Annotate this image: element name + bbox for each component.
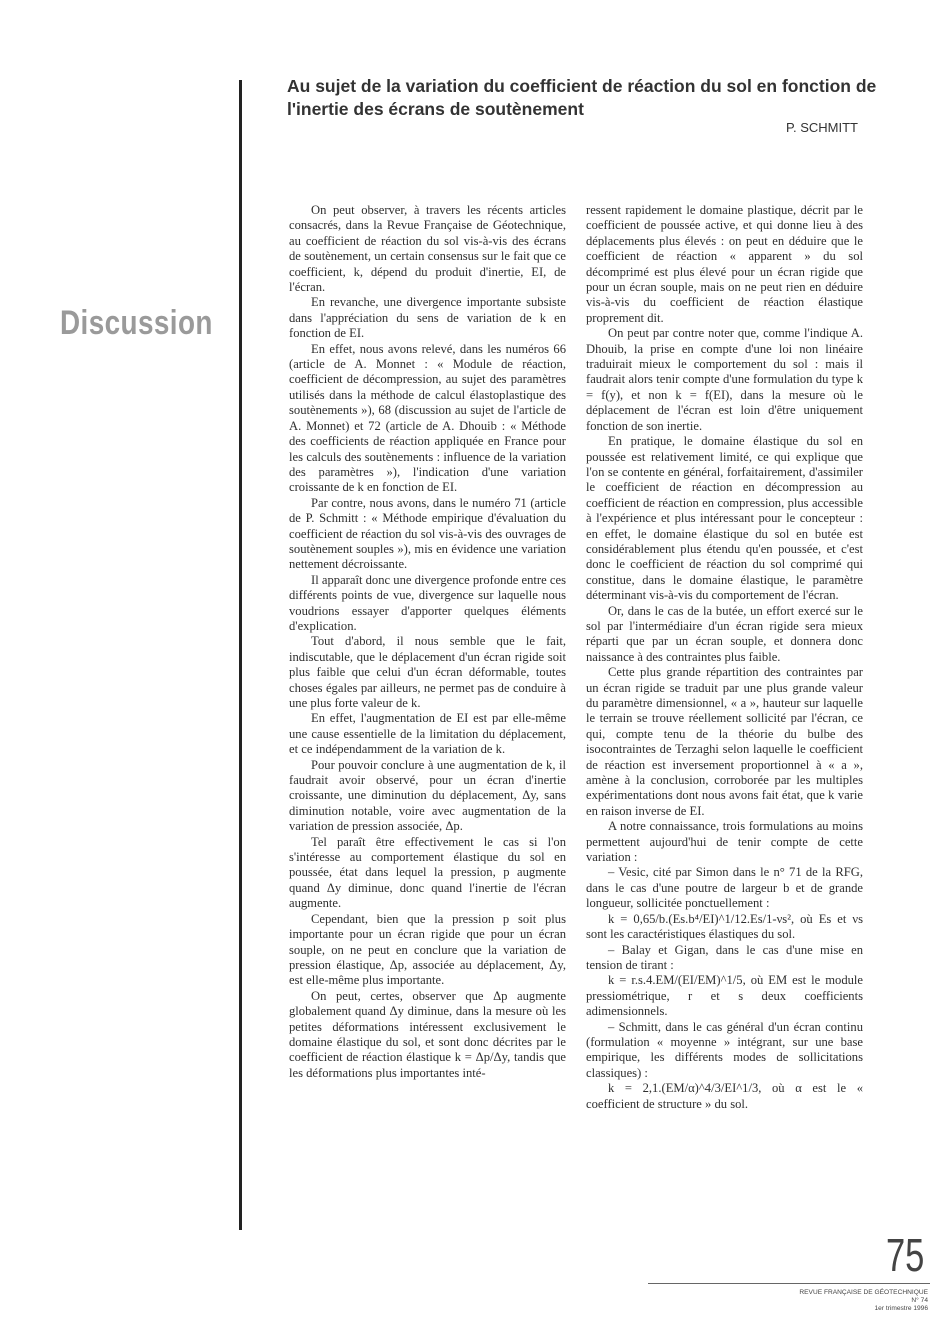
journal-period: 1er trimestre 1996 bbox=[874, 1305, 928, 1312]
paragraph: – Balay et Gigan, dans le cas d'une mise en tension de tirant : bbox=[586, 942, 863, 972]
formula: k = r.s.4.EM/(EI/EM)^1/5, où EM est le module pressiométrique, r et s deux coefficients adimensionnels. bbox=[586, 973, 863, 1019]
page-number: 75 bbox=[886, 1229, 925, 1281]
paragraph: En pratique, le domaine élastique du sol en poussée est relativement limité, ce qui explique que l'on se contente en général, forfaitairement, d'assimiler le coefficient de réaction en décompression au coefficient de réaction en compression, plus accessible à l'expérience et plus intéressant pour le concepteur : en effet, le domaine élastique du sol en butée est considérablement plus étendu qu'en poussée, et c'est donc le coefficient de réaction du sol comprimé qui constitue, dans le domaine élastique, le paramètre déterminant vis-à-vis du comportement de l'écran. bbox=[586, 434, 863, 603]
article-title: Au sujet de la variation du coefficient de réaction du sol en fonction de l'inertie des écrans de soutènement bbox=[287, 76, 877, 119]
paragraph: Par contre, nous avons, dans le numéro 71 (article de P. Schmitt : « Méthode empirique d'évaluation du coefficient de réaction du sol vis-à-vis des ouvrages de soutènement souples »), mis en évidence une variation nettement décroissante. bbox=[289, 495, 566, 572]
article-author: P. SCHMITT bbox=[786, 120, 858, 135]
paragraph: Cependant, bien que la pression p soit plus importante pour un écran rigide que pour un écran souple, on ne peut en conclure que la variation de pression élastique, Δp, associée au déplacement, Δy, est elle-même plus importante. bbox=[289, 911, 566, 988]
journal-name: REVUE FRANÇAISE DE GÉOTECHNIQUE bbox=[799, 1289, 928, 1296]
paragraph: En effet, l'augmentation de EI est par elle-même une cause essentielle de la limitation du déplacement, et ce indépendamment de la variation de k. bbox=[289, 711, 566, 757]
paragraph: Cette plus grande répartition des contraintes par un écran rigide se traduit par une plus grande valeur du paramètre dimensionnel, « a », hauteur sur laquelle le terrain se trouve réellement sollicité par l'écran, ce qui, compte tenu de la théorie du bulbe des isocontraintes de Terzaghi selon laquelle le coefficient de réaction est inversement proportionnel à « a », amène à la conclusion, corroborée par les multiples expérimentations dont nous avons fait état, que k varie en raison inverse de EI. bbox=[586, 665, 863, 818]
paragraph: A notre connaissance, trois formulations au moins permettent aujourd'hui de tenir compte de cette variation : bbox=[586, 819, 863, 865]
journal-footer bbox=[799, 1289, 928, 1313]
footer-rule bbox=[648, 1283, 930, 1284]
section-heading: Discussion bbox=[60, 304, 213, 342]
vertical-rule bbox=[239, 80, 242, 1230]
paragraph: On peut, certes, observer que Δp augmente globalement quand Δy diminue, dans la mesure où les petites déformations intéressent exclusivement le domaine élastique du sol, et sont donc décrites par le coefficient de réaction élastique k = Δp/Δy, tandis que les déformations plus importantes inté- bbox=[289, 988, 566, 1080]
paragraph: – Vesic, cité par Simon dans le n° 71 de la RFG, dans le cas d'une poutre de largeur b et de grande longueur, sollicitée ponctuellement : bbox=[586, 865, 863, 911]
body-column-left bbox=[289, 203, 566, 1253]
paragraph: Tel paraît être effectivement le cas si l'on s'intéresse au comportement élastique du sol en poussée, état dans lequel la pression, p augmente quand Δy diminue, donc quand l'inertie de l'écran augmente. bbox=[289, 834, 566, 911]
paragraph: En effet, nous avons relevé, dans les numéros 66 (article de A. Monnet : « Module de réaction, coefficient de décompression, au sujet des paramètres utilisés dans la méthode de calcul élastoplastique des soutènements »), 68 (discussion au sujet de l'article de A. Monnet) et 72 (article de A. Dhouib : « Méthode des coefficients de réaction appliquée en France pour les calculs des soutènements : influence de la variation des paramètres »), l'indication d'une variation croissante de k en fonction de EI. bbox=[289, 341, 566, 495]
paragraph: On peut par contre noter que, comme l'indique A. Dhouib, la prise en compte d'une loi non linéaire traduirait mieux le comportement du sol : mais il faudrait alors tenir compte d'une formulation du type k = f(y), et non k = f(EI), dans la mesure où le déplacement de l'écran est loin d'être uniquement fonction de son inertie. bbox=[586, 326, 863, 433]
paragraph: Il apparaît donc une divergence profonde entre ces différents points de vue, divergence sur laquelle nous voudrions essayer d'apporter quelques éléments d'explication. bbox=[289, 572, 566, 633]
paragraph: Pour pouvoir conclure à une augmentation de k, il faudrait avoir observé, pour un écran d'inertie croissante, une diminution du déplacement, Δy, sans diminution notable, voire avec augmentation de la variation de pression associée, Δp. bbox=[289, 757, 566, 834]
paragraph: Or, dans le cas de la butée, un effort exercé sur le sol par l'intermédiaire d'un écran rigide sera mieux réparti que par un écran souple, et donnera donc naissance à des contraintes plus faible. bbox=[586, 603, 863, 664]
paragraph: Tout d'abord, il nous semble que le fait, indiscutable, que le déplacement d'un écran rigide soit plus faible que celui d'un écran déformable, toutes choses égales par ailleurs, ne permet pas de conduire à une plus forte valeur de k. bbox=[289, 634, 566, 710]
body-column-right bbox=[586, 203, 863, 1253]
paragraph: On peut observer, à travers les récents articles consacrés, dans la Revue Française de Géotechnique, au coefficient de réaction du sol vis-à-vis des écrans de soutènement, un certain consensus sur le fait que ce coefficient, k, dépend du produit d'inertie, EI, de l'écran. bbox=[289, 203, 566, 295]
paragraph: En revanche, une divergence importante subsiste dans l'appréciation du sens de variation de k en fonction de EI. bbox=[289, 295, 566, 341]
formula: k = 2,1.(EM/α)^4/3/EI^1/3, où α est le « coefficient de structure » du sol. bbox=[586, 1081, 863, 1111]
paragraph: – Schmitt, dans le cas général d'un écran continu (formulation « moyenne » intégrant, sur une base empirique, les différents modes de sollicitations classiques) : bbox=[586, 1019, 863, 1080]
journal-issue: N° 74 bbox=[911, 1297, 928, 1304]
paragraph: ressent rapidement le domaine plastique, décrit par le coefficient de poussée active, et qui donne lieu à des déplacements plus élevés : on peut en déduire que le coefficient de réaction « apparent » du sol décomprimé est plus élevé pour un écran rigide que pour un écran souple, mais on ne peut rien en déduire vis-à-vis du coefficient de réaction élastique proprement dit. bbox=[586, 203, 863, 325]
formula: k = 0,65/b.(Es.b⁴/EI)^1/12.Es/1-νs², où Es et νs sont les caractéristiques élastiques du sol. bbox=[586, 911, 863, 942]
